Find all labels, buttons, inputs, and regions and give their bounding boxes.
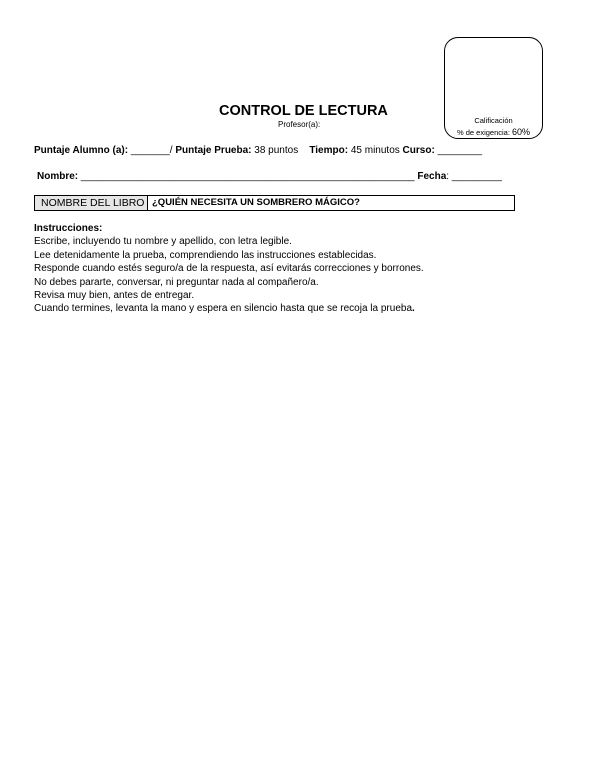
exigency-label: % de exigencia: <box>456 128 510 137</box>
test-score-label: Puntaje Prueba: <box>175 145 252 156</box>
instruction-item: Responde cuando estés seguro/a de la respuesta, así evitarás correcciones y borrones. <box>34 263 424 275</box>
date-label: Fecha <box>417 171 447 182</box>
grade-box <box>444 37 543 139</box>
student-score-blank: _______/ <box>128 145 173 156</box>
book-table <box>34 195 515 211</box>
teacher-label: Profesor(a): <box>278 120 321 129</box>
course-label: Curso: <box>402 145 435 156</box>
instruction-item: Lee detenidamente la prueba, comprendiendo las instrucciones establecidas. <box>34 249 377 261</box>
instruction-item: No debes pararte, conversar, ni preguntar nada al compañero/a. <box>34 276 319 288</box>
score-row <box>34 145 482 156</box>
instruction-text: Cuando termines, levanta la mano y espera en silencio hasta que se recoja la prueba <box>34 303 413 315</box>
exigency-text <box>445 127 542 137</box>
exigency-value: 60% <box>512 127 531 137</box>
test-score-value: 38 puntos <box>254 145 299 156</box>
name-blank: ____________________________________________________________ <box>80 171 415 182</box>
instruction-period: . <box>412 303 415 315</box>
book-label: NOMBRE DEL LIBRO <box>35 196 148 210</box>
student-score-label: Puntaje Alumno (a): <box>34 145 129 156</box>
instructions-heading: Instrucciones: <box>34 223 103 234</box>
name-row <box>37 171 502 182</box>
grade-label: Calificación <box>474 116 513 125</box>
time-value: 45 minutos <box>350 145 400 156</box>
instructions <box>34 222 424 316</box>
instruction-item: Revisa muy bien, antes de entregar. <box>34 290 195 302</box>
book-title: ¿QUIÉN NECESITA UN SOMBRERO MÁGICO? <box>152 197 360 208</box>
name-label: Nombre: <box>37 171 79 182</box>
page-title: CONTROL DE LECTURA <box>219 103 388 119</box>
course-blank: ________ <box>437 145 483 156</box>
instruction-item <box>34 302 424 315</box>
time-label: Tiempo: <box>309 145 349 156</box>
instruction-item: Escribe, incluyendo tu nombre y apellido, con letra legible. <box>34 236 292 248</box>
date-blank: : _________ <box>446 171 502 182</box>
